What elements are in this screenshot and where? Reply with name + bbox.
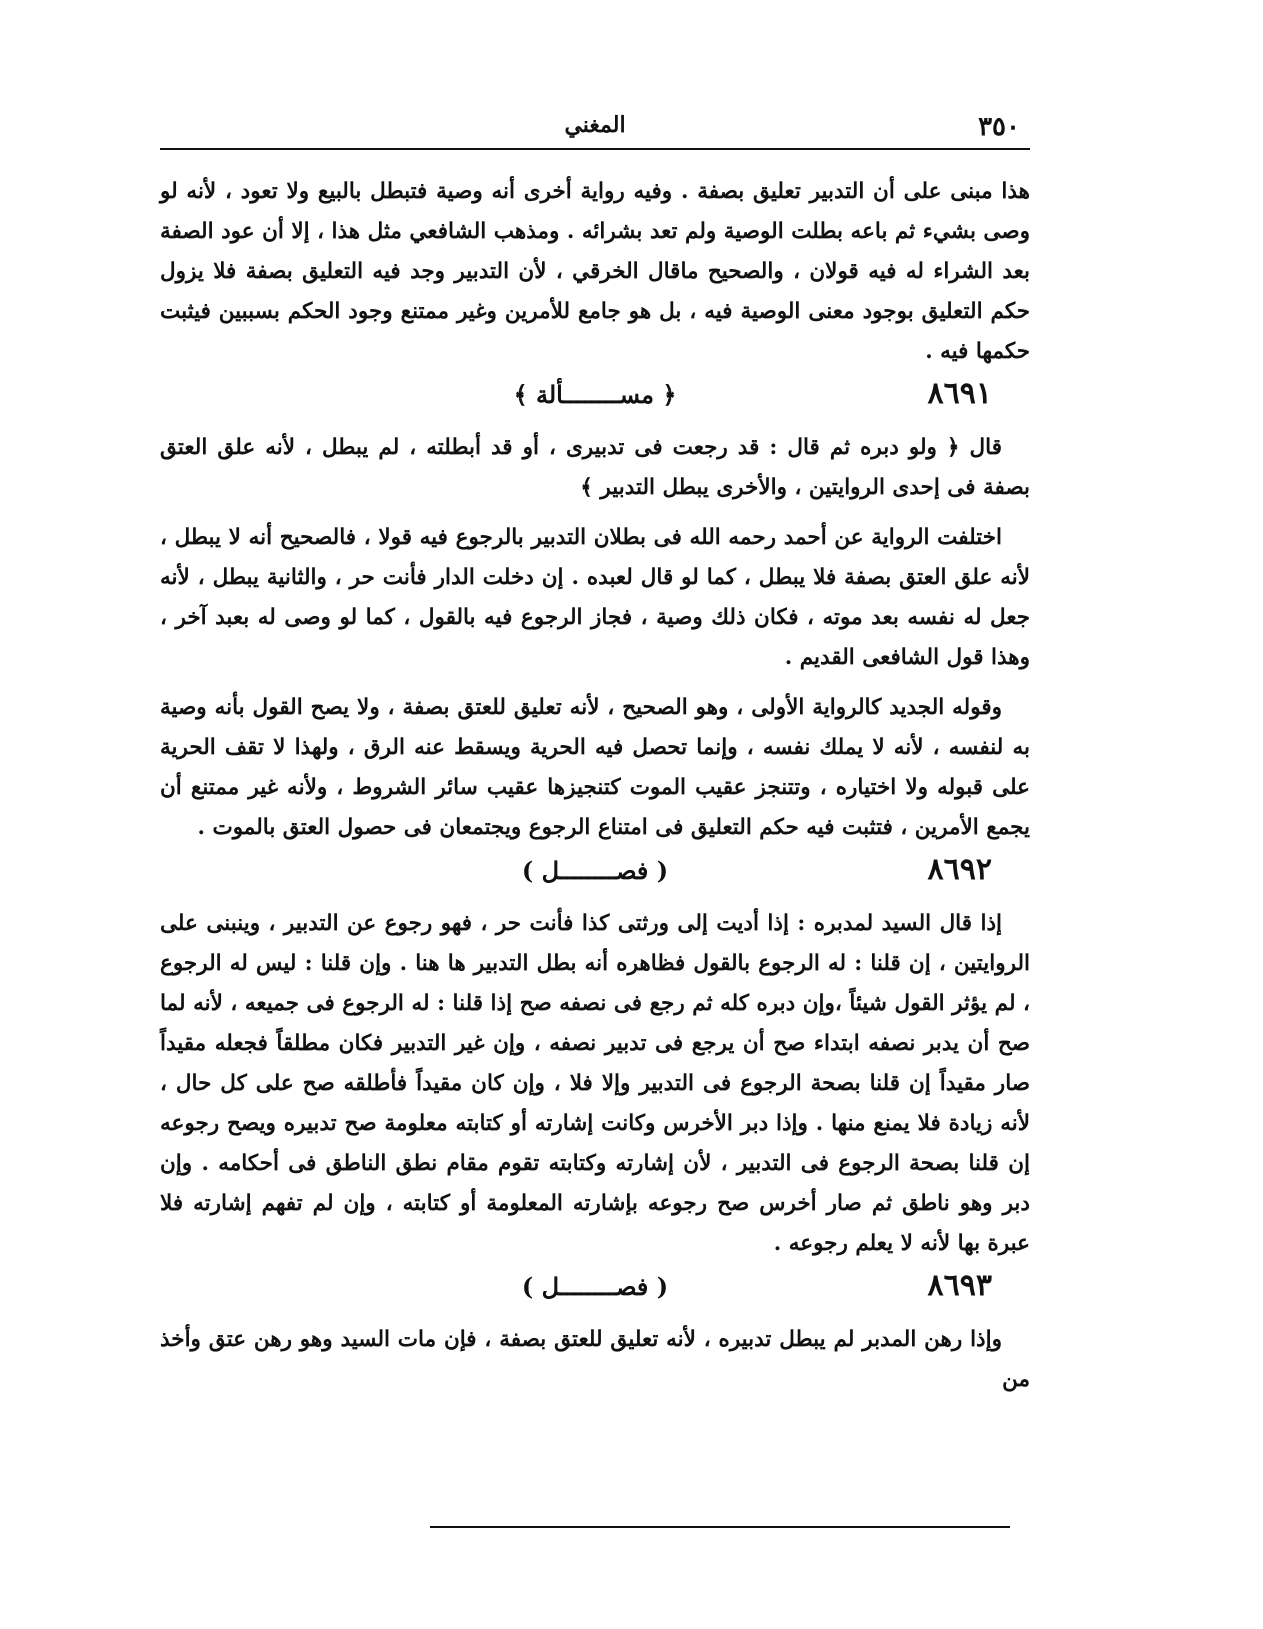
section-heading-row bbox=[160, 1268, 1030, 1314]
page-number: ٣٥٠ bbox=[978, 112, 1020, 142]
section-heading-row bbox=[160, 852, 1030, 898]
page-header bbox=[160, 108, 1030, 148]
paragraph-gap bbox=[160, 678, 1030, 688]
paragraph-gap bbox=[160, 508, 1030, 518]
section-number: ٨٦٩١ bbox=[927, 376, 992, 411]
paragraph: إذا قال السيد لمدبره : إذا أديت إلى ورثتى كذا فأنت حر ، فهو رجوع عن التدبير ، وينبنى على الروايتين ، إن قلنا : له الرجوع بالقول فظاهره أنه بطل التدبير ها هنا . وإن قلنا : ليس له الرجوع ، لم يؤثر القول شيئاً ،وإن دبره كله ثم رجع فى نصفه صح إذا قلنا : له الرجوع فى جميعه ، لأنه لما صح أن يدبر نصفه ابتداء صح أن يرجع فى تدبير نصفه ، وإن غير التدبير فكان مطلقاً فجعله مقيداً صار مقيداً إن قلنا بصحة الرجوع فى التدبير وإلا فلا ، وإن كان مقيداً فأطلقه صح على كل حال ، لأنه زيادة فلا يمنع منها . وإذا دبر الأخرس وكانت إشارته أو كتابته معلومة صح تدبيره ويصح رجوعه إن قلنا بصحة الرجوع فى التدبير ، لأن إشارته وكتابته تقوم مقام نطق الناطق فى أحكامه . وإن دبر وهو ناطق ثم صار أخرس صح رجوعه بإشارته المعلومة أو كتابته ، وإن لم تفهم إشارته فلا عبرة بها لأنه لا يعلم رجوعه . bbox=[160, 911, 1030, 1256]
section-heading: ﴿ مســــــــألة ﴾ bbox=[513, 380, 677, 409]
paragraph: وقوله الجديد كالرواية الأولى ، وهو الصحيح ، لأنه تعليق للعتق بصفة ، ولا يصح القول بأنه وصية به لنفسه ، لأنه لا يملك نفسه ، وإنما تحصل فيه الحرية ويسقط عنه الرق ، ولهذا لا تقف الحرية على قبوله ولا اختياره ، وتتنجز عقيب الموت كتنجيزها عقيب سائر الشروط ، ولأنه غير ممتنع أن يجمع الأمرين ، فتثبت فيه حكم التعليق فى امتناع الرجوع ويجتمعان فى حصول العتق بالموت . bbox=[160, 695, 1030, 840]
paragraph: هذا مبنى على أن التدبير تعليق بصفة . وفيه رواية أخرى أنه وصية فتبطل بالبيع ولا تعود ، لأنه لو وصى بشيء ثم باعه بطلت الوصية ولم تعد بشرائه . ومذهب الشافعي مثل هذا ، إلا أن عود الصفة بعد الشراء له فيه قولان ، والصحيح ماقال الخرقي ، لأن التدبير وجد فيه التعليق بصفة فلا يزول حكم التعليق بوجود معنى الوصية فيه ، بل هو جامع للأمرين وغير ممتنع وجود الحكم بسببين فيثبت حكمها فيه . bbox=[160, 179, 1030, 364]
book-title: المغني bbox=[564, 112, 626, 138]
footer-divider bbox=[430, 1526, 1010, 1528]
paragraph: وإذا رهن المدبر لم يبطل تدبيره ، لأنه تعليق للعتق بصفة ، فإن مات السيد وهو رهن عتق وأخذ من bbox=[160, 1327, 1030, 1392]
section-number: ٨٦٩٢ bbox=[927, 852, 992, 887]
body-text bbox=[160, 172, 1030, 1400]
section-heading: ( فصــــــــل ) bbox=[521, 856, 669, 885]
paragraph: اختلفت الرواية عن أحمد رحمه الله فى بطلان التدبير بالرجوع فيه قولا ، فالصحيح أنه لا يبطل ، لأنه علق العتق بصفة فلا يبطل ، كما لو قال لعبده . إن دخلت الدار فأنت حر ، والثانية يبطل ، لأنه جعل له نفسه بعد موته ، فكان ذلك وصية ، فجاز الرجوع فيه بالقول ، كما لو وصى له بعبد آخر ، وهذا قول الشافعى القديم . bbox=[160, 525, 1030, 670]
section-heading-row bbox=[160, 376, 1030, 422]
section-number: ٨٦٩٣ bbox=[927, 1268, 992, 1303]
section-heading: ( فصــــــــل ) bbox=[521, 1272, 669, 1301]
paragraph: قال ﴿ ولو دبره ثم قال : قد رجعت فى تدبيرى ، أو قد أبطلته ، لم يبطل ، لأنه علق العتق بصفة فى إحدى الروايتين ، والأخرى يبطل التدبير ﴾ bbox=[160, 435, 1030, 500]
header-divider bbox=[160, 148, 1030, 150]
